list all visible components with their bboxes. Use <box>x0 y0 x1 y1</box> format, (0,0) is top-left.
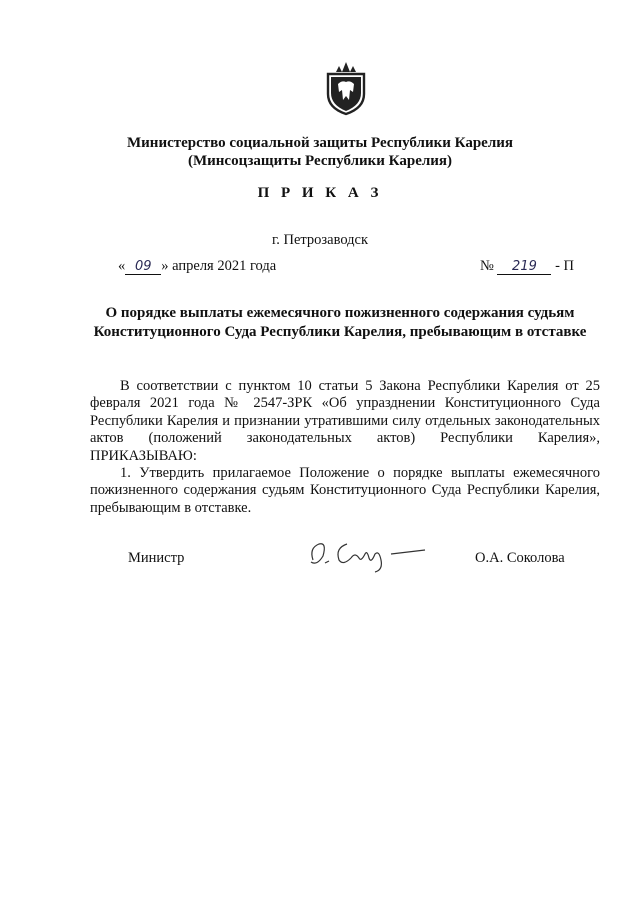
body-item-1: 1. Утвердить прилагаемое Положение о порядке выплаты ежемесячного пожизненного содержания судьям Конституционного Суда Республики Карелия, пребывающим в отставке. <box>90 465 600 516</box>
document-type: П Р И К А З <box>257 185 383 201</box>
number-value: 219 <box>497 259 551 275</box>
number-prefix: № <box>480 258 494 274</box>
signatory-role: Министр <box>128 550 185 566</box>
coat-of-arms-icon <box>324 60 368 116</box>
document-date <box>118 258 276 275</box>
date-day: 09 <box>125 259 161 275</box>
number-suffix: - П <box>555 258 575 274</box>
ministry-name: Министерство социальной защиты Республики Карелия <box>127 135 513 151</box>
document-body <box>90 378 600 517</box>
document-subject: О порядке выплаты ежемесячного пожизненного содержания судьям Конституционного Суда Республики Карелия, пребывающим в отставке <box>93 305 587 340</box>
ministry-header <box>0 134 640 170</box>
body-preamble: В соответствии с пунктом 10 статьи 5 Закона Республики Карелия от 25 февраля 2021 года № 2547-ЗРК «Об упразднении Конституционного Суда Республики Карелия и признании утратившими силу отдельных законодательных актов (положений законодательных актов) Республики Карелия», ПРИКАЗЫВАЮ: <box>90 378 600 464</box>
document-number <box>480 258 574 275</box>
date-open-quote: « <box>118 258 126 274</box>
date-rest: » апреля 2021 года <box>161 258 277 274</box>
ministry-short-name: (Минсоцзащиты Республики Карелия) <box>187 153 453 169</box>
handwritten-signature <box>305 530 435 575</box>
city: г. Петрозаводск <box>271 232 369 248</box>
signatory-name: О.А. Соколова <box>475 550 565 566</box>
